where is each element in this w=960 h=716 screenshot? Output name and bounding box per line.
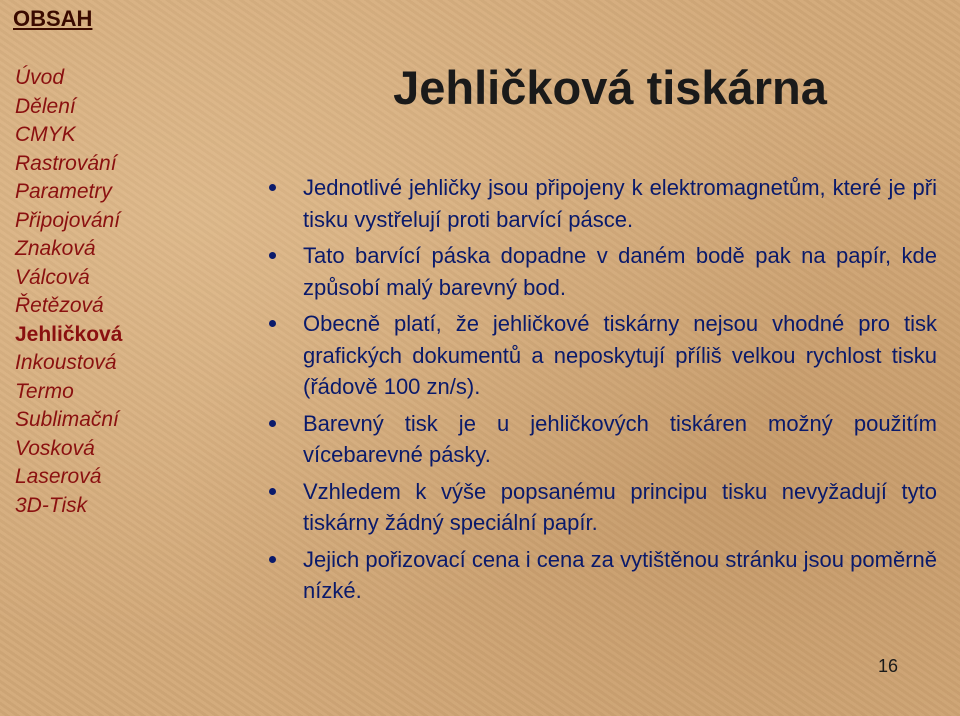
nav-item-termo[interactable]: Termo [15,379,74,403]
bullet-text: Barevný tisk je u jehličkových tiskáren možný použitím vícebarevné pásky. [303,410,937,467]
nav-item-sublimacni[interactable]: Sublimační [15,408,119,431]
bullet-text: Vzhledem k výše popsanému principu tisku nevyžadují tyto tiskárny žádný speciální papír. [303,478,937,535]
nav-item-rastrovani[interactable]: Rastrování [15,151,117,175]
nav-item-deleni[interactable]: Dělení [15,94,76,118]
bullet-text: Jejich pořizovací cena i cena za vytištěnou stránku jsou poměrně nízké. [303,546,937,603]
list-item [265,476,937,539]
list-item [265,544,937,607]
slide-title: Jehličková tiskárna [393,61,827,114]
list-item [265,172,937,235]
nav-item-uvod[interactable]: Úvod [15,66,65,89]
nav-item-znakova[interactable]: Znaková [15,237,96,260]
list-item [265,408,937,471]
nav-item-3d-tisk[interactable]: 3D-Tisk [15,493,88,517]
list-item [265,308,937,403]
bullet-icon [269,320,276,327]
bullet-text: Tato barvící páska dopadne v daném bodě pak na papír, kde způsobí malý barevný bod. [303,243,937,300]
bullet-icon [269,252,276,259]
list-item [265,240,937,303]
bullet-text: Obecně platí, že jehličkové tiskárny nejsou vhodné pro tisk grafických dokumentů a neposkytují příliš velkou rychlost tisku (řádově 100 zn/s). [303,311,937,399]
bullet-icon [269,184,276,191]
bullet-icon [269,556,276,563]
nav-item-parametry[interactable]: Parametry [15,180,112,203]
nav-item-laserova[interactable]: Laserová [15,465,102,488]
sidebar-nav [15,64,215,520]
nav-item-inkoustova[interactable]: Inkoustová [15,351,117,374]
nav-item-retezova[interactable]: Řetězová [15,294,104,317]
bullet-list [265,172,937,612]
bullet-icon [269,420,276,427]
contents-link[interactable]: OBSAH [13,6,93,31]
nav-item-valcova[interactable]: Válcová [15,265,90,289]
bullet-icon [269,488,276,495]
nav-item-pripojovani[interactable]: Připojování [15,208,121,232]
nav-item-voskova[interactable]: Vosková [15,436,95,460]
page-number: 16 [878,656,899,676]
nav-item-cmyk[interactable]: CMYK [15,123,76,146]
bullet-text: Jednotlivé jehličky jsou připojeny k elektromagnetům, které je při tisku vystřelují proti barvící pásce. [303,175,937,232]
nav-item-jehlickova[interactable]: Jehličková [15,322,123,346]
